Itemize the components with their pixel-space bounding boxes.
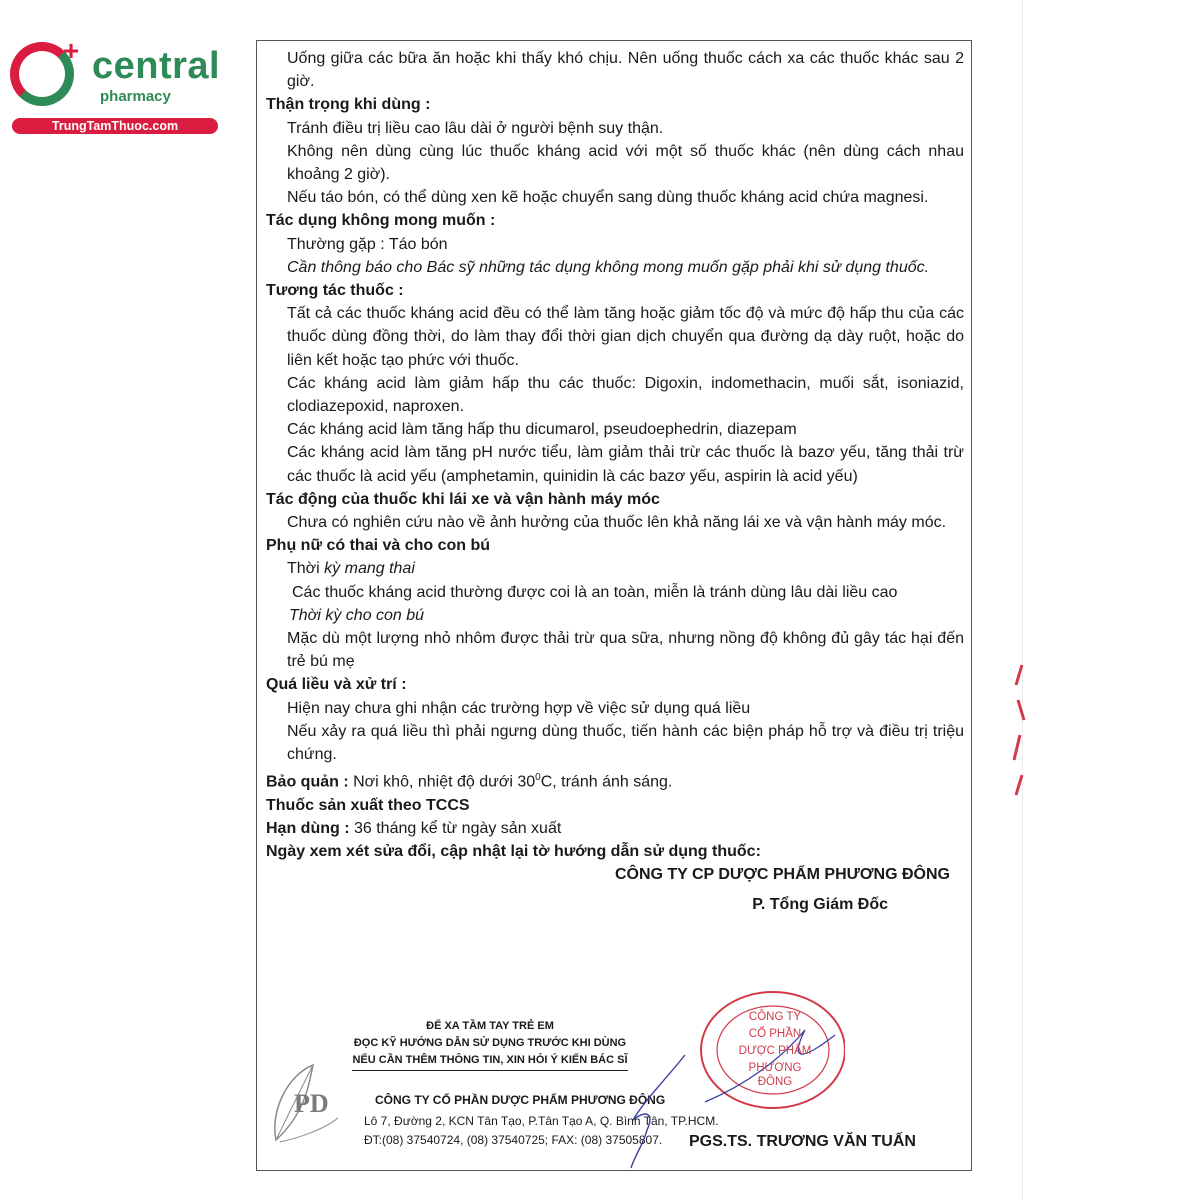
standard-line: Thuốc sản xuất theo TCCS (266, 796, 470, 814)
storage-text-b: C, tránh ánh sáng. (540, 773, 673, 791)
logo-brand: central (92, 45, 221, 87)
footer-address: Lô 7, Đường 2, KCN Tân Tạo, P.Tân Tạo A, Q. Bình Tân, TP.HCM. (364, 1114, 719, 1128)
pregnancy-title: Phụ nữ có thai và cho con bú (266, 537, 491, 555)
intro-text: Uống giữa các bữa ăn hoặc khi thấy khó chịu. Nên uống thuốc cách xa các thuốc khác sau 2 giờ. (287, 50, 964, 91)
logo-plus-icon: + (62, 35, 80, 66)
pd-logo-text: PD (294, 1089, 329, 1118)
interaction-line: Các kháng acid làm tăng pH nước tiểu, làm giảm thải trừ các thuốc là bazơ yếu, tăng thải trừ các thuốc là acid yếu (amphetamin, quinidin là các bazơ yếu, aspirin là acid yếu) (287, 444, 964, 485)
pregnancy-text: Các thuốc kháng acid thường được coi là an toàn, miễn là tránh dùng lâu dài liều cao (292, 583, 898, 601)
expiry-label: Hạn dùng : (266, 820, 350, 838)
notice-line: ĐỂ XA TẦM TAY TRẺ EM (426, 1020, 554, 1032)
side-effects-note: Cần thông báo cho Bác sỹ những tác dụng không mong muốn gặp phải khi sử dụng thuốc. (287, 258, 930, 276)
side-effects-title: Tác dụng không mong muốn : (266, 212, 496, 230)
footer-company: CÔNG TY CỔ PHẦN DƯỢC PHẨM PHƯƠNG ĐÔNG (375, 1093, 666, 1107)
leaflet-content (266, 47, 964, 916)
pregnancy-label (266, 557, 964, 580)
lactation-text: Mặc dù một lượng nhỏ nhôm được thải trừ qua sữa, nhưng nồng độ không đủ gây tác hại đến trẻ bú mẹ (287, 630, 964, 671)
storage-text-a: Nơi khô, nhiệt độ dưới 30 (348, 773, 536, 791)
pregnancy-label-b: kỳ mang thai (324, 560, 415, 578)
stamp-center-line: CÔNG TY (748, 1011, 802, 1023)
side-stamp-mark-icon (1008, 660, 1030, 800)
central-pharmacy-logo (10, 35, 221, 138)
caution-line: Tránh điều trị liều cao lâu dài ở người bệnh suy thận. (287, 119, 664, 137)
overdose-title: Quá liều và xử trí : (266, 676, 407, 694)
lactation-label: Thời kỳ cho con bú (289, 606, 425, 624)
signer-name: PGS.TS. TRƯƠNG VĂN TUẤN (689, 1133, 916, 1150)
company-signature: CÔNG TY CP DƯỢC PHẨM PHƯƠNG ĐÔNG (614, 866, 950, 884)
storage-line (266, 766, 964, 794)
side-effects-common: Thường gặp : Táo bón (287, 235, 448, 253)
overdose-line: Nếu xảy ra quá liều thì phải ngưng dùng thuốc, tiến hành các biện pháp hỗ trợ và điều trị triệu chứng. (287, 722, 964, 764)
caution-line: Nếu táo bón, có thể dùng xen kẽ hoặc chuyển sang dùng thuốc kháng acid chứa magnesi. (287, 189, 929, 207)
stamp-center-line: DƯỢC PHẨM (738, 1045, 812, 1057)
footer-phone: ĐT:(08) 37540724, (08) 37540725; FAX: (08) 37505807. (364, 1133, 663, 1147)
interaction-line: Các kháng acid làm tăng hấp thu dicumarol, pseudoephedrin, diazepam (287, 421, 797, 439)
storage-label: Bảo quản : (266, 773, 349, 791)
review-line: Ngày xem xét sửa đổi, cập nhật lại tờ hướng dẫn sử dụng thuốc: (266, 843, 761, 861)
driving-title: Tác động của thuốc khi lái xe và vận hành máy móc (266, 490, 660, 508)
storage-sup: 0 (535, 772, 541, 784)
notice-line: NẾU CẦN THÊM THÔNG TIN, XIN HỎI Ý KIẾN BÁC SĨ (352, 1052, 627, 1071)
director-title: P. Tổng Giám Đốc (752, 895, 888, 913)
stamp-center-line: PHƯƠNG ĐÔNG (748, 1062, 802, 1088)
overdose-line: Hiện nay chưa ghi nhận các trường hợp về việc sử dụng quá liều (287, 699, 751, 717)
expiry-text: 36 tháng kể từ ngày sản xuất (349, 820, 562, 838)
pregnancy-label-a: Thời (287, 560, 325, 578)
signature-icon (625, 1050, 695, 1170)
stamp-center-line: CỔ PHẦN (748, 1028, 802, 1040)
interaction-line: Các kháng acid làm giảm hấp thu các thuốc: Digoxin, indomethacin, muối sắt, isoniazid, clodiazepoxid, naproxen. (287, 374, 964, 416)
interactions-title: Tương tác thuốc : (266, 282, 404, 300)
interaction-line: Tất cả các thuốc kháng acid đều có thể làm tăng hoặc giảm tốc độ và mức độ hấp thu của các thuốc dùng đồng thời, do làm thay đổi thời gian dịch chuyển qua đường dạ dày ruột, hoặc do liên kết hoặc tạo phức với thuốc. (287, 305, 964, 369)
logo-subtitle: pharmacy (100, 88, 171, 105)
driving-text: Chưa có nghiên cứu nào về ảnh hưởng của thuốc lên khả năng lái xe và vận hành máy móc. (287, 514, 947, 532)
expiry-line (266, 817, 964, 840)
warning-notice (330, 1018, 650, 1071)
pd-leaf-logo-icon (268, 1060, 343, 1145)
page-edge (1022, 0, 1023, 1200)
notice-line: ĐỌC KỸ HƯỚNG DẪN SỬ DỤNG TRƯỚC KHI DÙNG (353, 1037, 627, 1049)
logo-site: TrungTamThuoc.com (12, 118, 218, 134)
caution-line: Không nên dùng cùng lúc thuốc kháng acid với một số thuốc khác (nên dùng cách nhau khoảng 2 giờ). (287, 142, 964, 184)
caution-title: Thận trọng khi dùng : (266, 96, 431, 114)
